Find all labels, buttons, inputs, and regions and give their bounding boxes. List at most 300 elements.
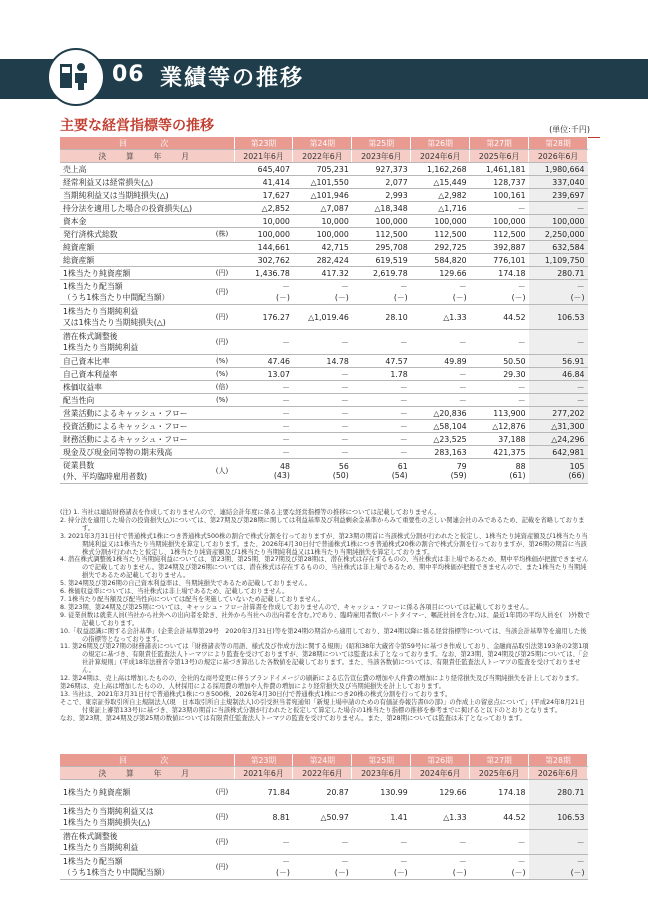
cell-value: － (352, 446, 411, 459)
cell-main: 28.10 (385, 312, 408, 322)
cell-main: － (399, 337, 408, 347)
row-unit: (円) (210, 330, 234, 355)
period-header: 第26期 (411, 137, 470, 150)
row-unit: (円) (210, 280, 234, 305)
note-item: 4. 潜在株式調整後1株当たり当期純利益については、第23期、第25期、第27期及び第28期は、潜在株式は存在するものの、当社株式は非上場であるため、期中平均株価が把握できませんので記載しておりません。第24期及び第26期については、潜在株式は存在するものの、当社株式は非上場であるため、期中平均株価が把握できませんので、また1株当たり当期純損失であるため記載しておりません。 (60, 556, 589, 580)
cell-value: 113,900 (470, 407, 529, 420)
date-header: 2024年6月 (411, 150, 470, 163)
cell-sub: (－) (276, 293, 290, 302)
cell-value: － (352, 420, 411, 433)
note-item: なお、第23期、第24期及び第25期の数値については有限責任監査法人トーマツの監査を受けておりません。また、第28期については監査は未了となっております。 (60, 714, 526, 722)
period-header: 第27期 (470, 754, 529, 767)
cell-value: 10,000 (234, 215, 293, 228)
cell-value (234, 805, 293, 830)
cell-sub: (61) (509, 471, 526, 480)
row-label (60, 780, 210, 805)
cell-value: 282,424 (293, 254, 352, 267)
cell-value: 1,436.78 (234, 267, 293, 280)
cell-value (293, 330, 352, 355)
cell-value: 2,250,000 (529, 228, 588, 241)
table-row (60, 228, 588, 241)
note-item: 10.「収益認識に関する会計基準」(企業会計基準第29号 2020年3月31日)等を第24期の期首から適用しており、第24期以降に係る経営指標等については、当該会計基準等を適用した後の指標等となっております。 (60, 627, 587, 643)
cell-main: － (517, 837, 526, 847)
row-label-line2: 1株当たり当期純利益 (63, 343, 139, 352)
cell-value: － (529, 381, 588, 394)
section-number: 06 (112, 62, 145, 87)
row-label-line2: （うち1株当たり中間配当額） (63, 868, 170, 877)
cell-main: － (458, 337, 467, 347)
cell-value: △101,550 (293, 176, 352, 189)
cell-value (470, 830, 529, 855)
cell-main: － (576, 837, 585, 847)
cell-main: － (341, 282, 349, 291)
note-item: 8. 第23期、第24期及び第25期については、キャッシュ・フロー計算書を作成しておりませんので、キャッシュ・フローに係る各項目については記載しておりません。 (60, 603, 533, 611)
table-row (60, 215, 588, 228)
cell-main: 88 (515, 462, 526, 471)
note-item: 5. 第24期及び第26期の自己資本利益率は、当期純損失であるため記載しておりません。 (60, 580, 312, 588)
row-unit: (円) (210, 830, 234, 855)
cell-value: 100,000 (470, 215, 529, 228)
period-header-label: 回 次 (60, 137, 234, 150)
cell-value: － (411, 381, 470, 394)
cell-value (293, 805, 352, 830)
cell-sub: (－) (570, 868, 585, 877)
cell-value: △24,296 (529, 433, 588, 446)
note-item: 2. 持分法を適用した場合の投資損失(△)については、第27期及び第28期に関しては利益基準及び利益剰余金基準からみて重要性の乏しい関連会社のみであるため、記載を省略しております。 (60, 516, 585, 532)
cell-main: － (399, 857, 408, 866)
cell-main: 8.81 (272, 812, 290, 822)
period-header: 第26期 (411, 754, 470, 767)
row-unit: (%) (210, 368, 234, 381)
cell-value: 14.78 (293, 355, 352, 368)
cell-value: 112,500 (411, 228, 470, 241)
cell-value: △7,087 (293, 202, 352, 215)
cell-value: － (411, 394, 470, 407)
row-label-line2: 1株当たり当期純利益 (63, 843, 139, 852)
cell-main: － (576, 282, 585, 291)
cell-value: 10,000 (293, 215, 352, 228)
note-item: 6. 株価収益率については、当社株式は非上場であるため、記載しておりません。 (60, 588, 289, 596)
cell-value: 392,887 (470, 241, 529, 254)
cell-main: 61 (397, 462, 408, 471)
date-header-label: 決 算 年 月 (60, 150, 234, 163)
cell-value: △1,716 (411, 202, 470, 215)
cell-value (293, 780, 352, 805)
cell-value (411, 855, 470, 880)
cell-value (234, 305, 293, 330)
cell-value: △23,525 (411, 433, 470, 446)
row-label: 売上高 (60, 163, 210, 176)
cell-value: 17,627 (234, 189, 293, 202)
cell-value: 619,519 (352, 254, 411, 267)
period-header: 第27期 (470, 137, 529, 150)
cell-value: 302,762 (234, 254, 293, 267)
cell-main: － (517, 337, 526, 347)
cell-value: △15,449 (411, 176, 470, 189)
cell-sub: (43) (273, 471, 290, 480)
row-label: 当期純利益又は当期純損失(△) (60, 189, 210, 202)
cell-value: △31,300 (529, 420, 588, 433)
row-label: 投資活動によるキャッシュ・フロー (60, 420, 210, 433)
table-row (60, 433, 588, 446)
cell-value (352, 805, 411, 830)
period-header-row (60, 137, 588, 150)
cell-value: 632,584 (529, 241, 588, 254)
cell-value (293, 305, 352, 330)
cell-value: － (234, 381, 293, 394)
row-label-line1: 潜在株式調整後 (63, 332, 118, 341)
cell-sub: (－) (276, 868, 290, 877)
table-row (60, 394, 588, 407)
unit-label: (単位:千円) (549, 125, 590, 134)
cell-main: 20.87 (326, 787, 349, 797)
row-label-line2: 1株当たり当期純損失(△) (63, 818, 151, 827)
cell-sub: (－) (334, 868, 349, 877)
cell-value: 584,820 (411, 254, 470, 267)
cell-main: 56 (338, 462, 349, 471)
cell-value: 645,407 (234, 163, 293, 176)
cell-value: － (293, 368, 352, 381)
cell-value: 112,500 (352, 228, 411, 241)
table-row (60, 407, 588, 420)
period-header: 第23期 (234, 754, 293, 767)
cell-main: 44.52 (503, 812, 526, 822)
row-label: 持分法を適用した場合の投資損失(△) (60, 202, 210, 215)
cell-main: △1,019.46 (308, 312, 349, 322)
note-item: 第26期は、売上高は増加したものの、人材採用による採用費の増加や人件費の増加により経常損失及び当期純損失を計上しております。 (60, 682, 446, 690)
cell-value: － (234, 407, 293, 420)
cell-main: 48 (279, 462, 290, 471)
row-label: 株価収益率 (60, 381, 210, 394)
cell-value: － (293, 381, 352, 394)
cell-main: 106.53 (557, 812, 585, 822)
cell-value: 2,077 (352, 176, 411, 189)
cell-value: 100,000 (352, 215, 411, 228)
cell-value (234, 780, 293, 805)
cell-value: － (470, 394, 529, 407)
table-row (60, 280, 588, 305)
row-unit (210, 163, 234, 176)
cell-value: 47.57 (352, 355, 411, 368)
cell-value (411, 330, 470, 355)
table-row (60, 355, 588, 368)
cell-value (411, 305, 470, 330)
cell-value: 13.07 (234, 368, 293, 381)
cell-value: － (352, 407, 411, 420)
row-label-line1: 潜在株式調整後 (63, 832, 118, 841)
row-label-line1: 従業員数 (63, 461, 95, 470)
cell-value (234, 855, 293, 880)
table-row (60, 446, 588, 459)
row-unit (210, 176, 234, 189)
cell-main: － (399, 837, 408, 847)
date-header: 2023年6月 (352, 150, 411, 163)
cell-value: － (470, 202, 529, 215)
row-unit (210, 420, 234, 433)
notes-block (60, 509, 590, 722)
row-label (60, 330, 210, 355)
date-header: 2024年6月 (411, 767, 470, 780)
row-unit (210, 407, 234, 420)
cell-value: 29.30 (470, 368, 529, 381)
cell-value: 1.78 (352, 368, 411, 381)
cell-main: － (341, 837, 349, 847)
row-unit: (株) (210, 228, 234, 241)
table-row (60, 202, 588, 215)
cell-value (529, 280, 588, 305)
cell-value: 927,373 (352, 163, 411, 176)
cell-value: 46.84 (529, 368, 588, 381)
cell-value: 277,202 (529, 407, 588, 420)
cell-value: 128,737 (470, 176, 529, 189)
period-header: 第25期 (352, 754, 411, 767)
row-label-line2: 又は1株当たり当期純損失(△) (63, 318, 166, 327)
row-unit (210, 189, 234, 202)
cell-value: 239,697 (529, 189, 588, 202)
cell-value: － (529, 394, 588, 407)
cell-main: △1.33 (443, 812, 467, 822)
row-label: 発行済株式総数 (60, 228, 210, 241)
cell-main: － (341, 337, 349, 347)
cell-value: △18,348 (352, 202, 411, 215)
cell-value (470, 805, 529, 830)
cell-main: △50.97 (320, 812, 349, 822)
cell-value: － (234, 420, 293, 433)
period-header: 第24期 (293, 137, 352, 150)
row-label: 自己資本比率 (60, 355, 210, 368)
cell-value: △101,946 (293, 189, 352, 202)
cell-value: － (470, 381, 529, 394)
person-at-machine-icon (58, 58, 92, 92)
cell-value (352, 830, 411, 855)
cell-main: 105 (569, 462, 585, 471)
cell-value: 642,981 (529, 446, 588, 459)
cell-sub: (－) (570, 293, 585, 302)
cell-value (293, 459, 352, 484)
row-unit (210, 446, 234, 459)
period-header-label: 回 次 (60, 754, 234, 767)
row-label: 配当性向 (60, 394, 210, 407)
note-item: そこで、東京証券取引所自主規制法人(現 日本取引所自主規制法人)の引受担当者宛通知「新規上場申請のための有価証券報告書(Ⅰの部)」の作成上の留意点について」(平成24年8月21日付東証上審第133号)に基づき、第23期の期首に当該株式分割が行われたと仮定して算定した場合の1株当たり指標の推移を参考までに掲げると以下のとおりとなります。 (60, 698, 586, 714)
cell-value: － (352, 433, 411, 446)
row-unit: (円) (210, 305, 234, 330)
cell-value: 295,708 (352, 241, 411, 254)
note-item: 11. 第26期及び第27期の財務諸表については「財務諸表等の用語、様式及び作成方法に関する規則」(昭和38年大蔵省令第59号)に基づき作成しており、金融商品取引法第193条の2第1項の規定に基づき、有限責任監査法人トーマツにより監査を受けておりますが、第28期については監査は未了となっております。なお、第23期、第24期及び第25期については、「会社計算規則」(平成18年法務省令第13号)の規定に基づき算出した各数値を記載しております。また、当該各数値については、有限責任監査法人トーマツの監査を受けておりません。 (60, 643, 589, 675)
cell-main: － (282, 837, 290, 847)
cell-value: 50.50 (470, 355, 529, 368)
cell-value: 2,993 (352, 189, 411, 202)
row-unit: (円) (210, 780, 234, 805)
cell-main: 79 (456, 462, 467, 471)
subtitle: 主要な経営指標等の推移 (60, 115, 600, 138)
reference-table (60, 754, 588, 880)
cell-value: 129.66 (411, 267, 470, 280)
cell-value: 337,040 (529, 176, 588, 189)
table-row (60, 176, 588, 189)
cell-value: 1,109,750 (529, 254, 588, 267)
table-row (60, 254, 588, 267)
table-row (60, 267, 588, 280)
cell-value: △2,852 (234, 202, 293, 215)
cell-value (352, 305, 411, 330)
period-header: 第25期 (352, 137, 411, 150)
cell-value: 1,980,664 (529, 163, 588, 176)
table-row (60, 189, 588, 202)
cell-value (234, 459, 293, 484)
cell-value (411, 805, 470, 830)
cell-value: － (293, 446, 352, 459)
cell-sub: (－) (393, 293, 408, 302)
row-unit: (倍) (210, 381, 234, 394)
cell-value (470, 280, 529, 305)
cell-sub: (－) (452, 293, 467, 302)
cell-value: 280.71 (529, 267, 588, 280)
table-row (60, 420, 588, 433)
row-label: 純資産額 (60, 241, 210, 254)
row-unit (210, 202, 234, 215)
table-row (60, 163, 588, 176)
cell-main: 71.84 (267, 787, 290, 797)
cell-value (234, 830, 293, 855)
cell-value: 2,619.78 (352, 267, 411, 280)
cell-value: 100,161 (470, 189, 529, 202)
cell-value (352, 280, 411, 305)
cell-value: 417.32 (293, 267, 352, 280)
table-row (60, 459, 588, 484)
cell-value: △20,836 (411, 407, 470, 420)
table-row (60, 780, 588, 805)
cell-main: － (282, 282, 290, 291)
note-item: 9. 従業員数は就業人員(当社から社外への出向者を除き、社外から当社への出向者を含む。)であり、臨時雇用者数(パートタイマー、嘱託社員を含む。)は、最近1年間の平均人員を( )外数で記載しております。 (60, 611, 590, 627)
cell-main: － (282, 337, 290, 347)
note-item: 7. 1株当たり配当額及び配当性向については配当を実施していないため記載しておりません。 (60, 595, 325, 603)
note-item: (注) 1. 当社は連結財務諸表を作成しておりませんので、連結会計年度に係る主要な経営指標等の推移については記載しておりません。 (60, 509, 441, 516)
row-unit (210, 433, 234, 446)
cell-value: － (352, 381, 411, 394)
cell-value (529, 780, 588, 805)
cell-value (352, 855, 411, 880)
row-label: 資本金 (60, 215, 210, 228)
cell-value: 776,101 (470, 254, 529, 267)
row-unit: (%) (210, 355, 234, 368)
cell-value (293, 280, 352, 305)
row-unit (210, 215, 234, 228)
cell-main: 174.18 (498, 787, 526, 797)
cell-main: 176.27 (262, 312, 290, 322)
date-header: 2023年6月 (352, 767, 411, 780)
section-title: 業績等の推移 (160, 66, 305, 91)
cell-value (470, 780, 529, 805)
cell-value (293, 855, 352, 880)
cell-value: 144,661 (234, 241, 293, 254)
row-unit: (円) (210, 805, 234, 830)
date-header: 2021年6月 (234, 767, 293, 780)
table-row (60, 805, 588, 830)
cell-value (352, 780, 411, 805)
cell-value: 292,725 (411, 241, 470, 254)
cell-main: 280.71 (557, 787, 585, 797)
cell-value: － (293, 394, 352, 407)
cell-main: 129.66 (439, 787, 467, 797)
row-label (60, 830, 210, 855)
cell-value (411, 830, 470, 855)
row-label (60, 305, 210, 330)
row-label (60, 280, 210, 305)
cell-sub: (－) (334, 293, 349, 302)
cell-main: － (341, 857, 349, 866)
period-header: 第28期 (529, 137, 588, 150)
row-label: 1株当たり純資産額 (60, 267, 210, 280)
cell-value (411, 780, 470, 805)
cell-value: 100,000 (529, 215, 588, 228)
row-label: 総資産額 (60, 254, 210, 267)
table-row (60, 855, 588, 880)
row-label: 現金及び現金同等物の期末残高 (60, 446, 210, 459)
cell-main: － (576, 337, 585, 347)
cell-value: 37,188 (470, 433, 529, 446)
date-header: 2021年6月 (234, 150, 293, 163)
cell-value (529, 330, 588, 355)
cell-value (352, 330, 411, 355)
cell-sub: (54) (391, 471, 408, 480)
cell-main: － (399, 282, 408, 291)
row-label: 経常利益又は経常損失(△) (60, 176, 210, 189)
cell-value: － (293, 420, 352, 433)
cell-value (470, 855, 529, 880)
note-item: 13. 当社は、2021年3月31日付で普通株式1株につき500株、2026年4月30日付で普通株式1株につき20株の株式分割を行っております。 (60, 690, 452, 698)
cell-value: 174.18 (470, 267, 529, 280)
cell-value: △2,982 (411, 189, 470, 202)
cell-sub: (59) (450, 471, 467, 480)
cell-value: － (411, 368, 470, 381)
cell-main: － (282, 857, 290, 866)
period-header: 第24期 (293, 754, 352, 767)
date-header-row (60, 767, 588, 780)
date-header-label: 決 算 年 月 (60, 767, 234, 780)
cell-value: － (529, 202, 588, 215)
cell-value: 47.46 (234, 355, 293, 368)
row-label-line1: 1株当たり純資産額 (63, 787, 131, 797)
cell-value: △12,876 (470, 420, 529, 433)
row-unit: (円) (210, 855, 234, 880)
table-row (60, 381, 588, 394)
cell-main: － (458, 282, 467, 291)
cell-value (529, 459, 588, 484)
cell-main: － (458, 857, 467, 866)
table-row (60, 368, 588, 381)
cell-value (529, 855, 588, 880)
cell-value (411, 459, 470, 484)
date-header-row (60, 150, 588, 163)
cell-value (529, 305, 588, 330)
cell-value (352, 459, 411, 484)
row-label (60, 459, 210, 484)
cell-value: 421,375 (470, 446, 529, 459)
cell-main: 1.41 (390, 812, 408, 822)
cell-main: 106.53 (557, 312, 585, 322)
cell-value: － (293, 433, 352, 446)
row-label: 自己資本利益率 (60, 368, 210, 381)
table-row (60, 305, 588, 330)
row-label-line1: 1株当たり配当額 (63, 282, 123, 291)
cell-value (411, 280, 470, 305)
row-label: 財務活動によるキャッシュ・フロー (60, 433, 210, 446)
cell-main: － (517, 857, 526, 866)
cell-value: － (234, 394, 293, 407)
cell-value: 100,000 (234, 228, 293, 241)
period-header-row (60, 754, 588, 767)
cell-sub: (－) (452, 868, 467, 877)
